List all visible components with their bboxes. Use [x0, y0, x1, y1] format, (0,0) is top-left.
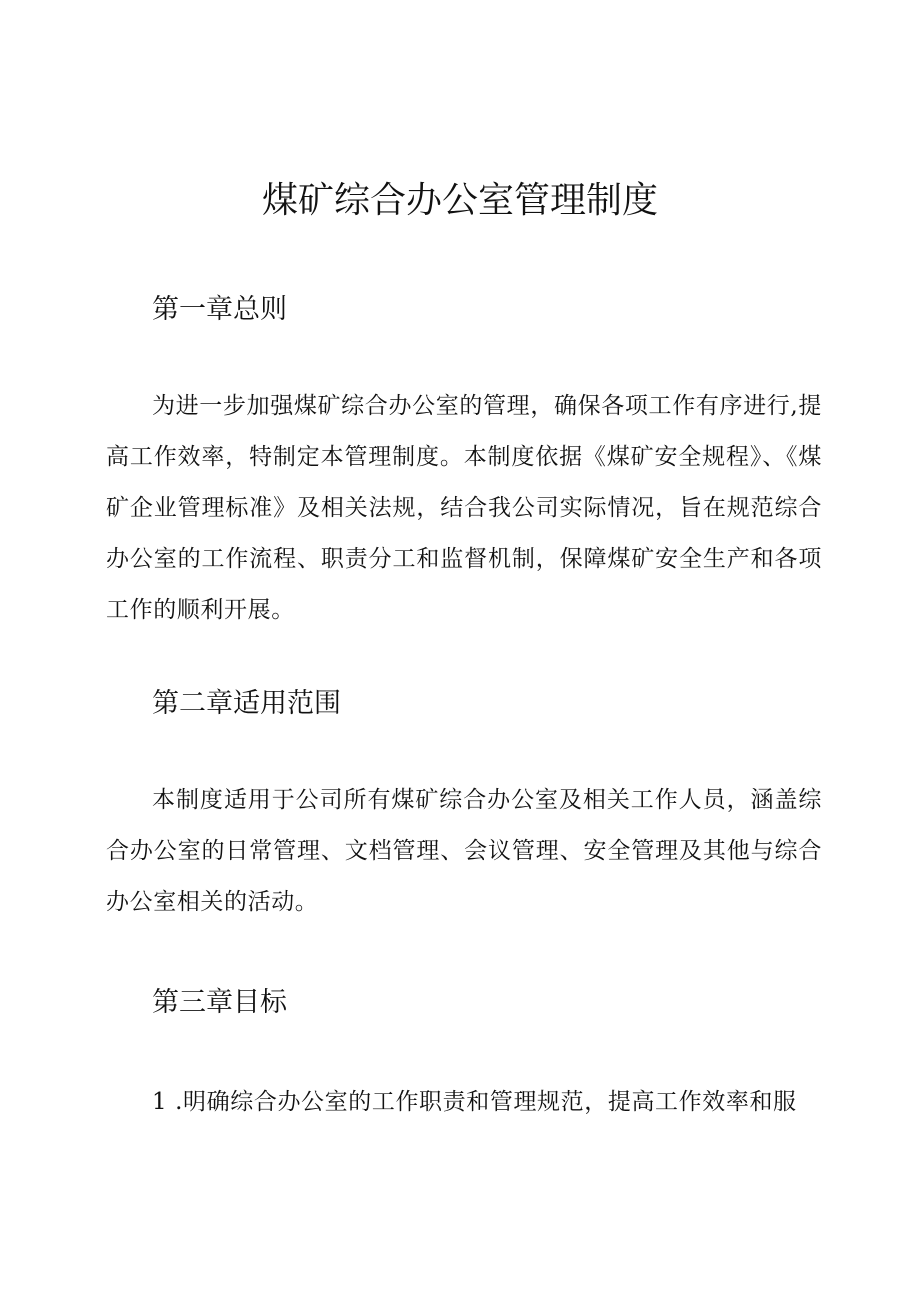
chapter-heading-general: 第一章总则 [152, 294, 287, 325]
chapter-heading-scope: 第二章适用范围 [152, 688, 341, 719]
chapter-body-scope: 本制度适用于公司所有煤矿综合办公室及相关工作人员，涵盖综合办公室的日常管理、文档管理、会议管理、安全管理及其他与综合办公室相关的活动。 [106, 787, 822, 915]
chapter-heading-objectives: 第三章目标 [152, 987, 287, 1018]
chapter-body-general: 为进一步加强煤矿综合办公室的管理，确保各项工作有序进行,提高工作效率，特制定本管理制度。本制度依据《煤矿安全规程》、《煤矿企业管理标准》及相关法规，结合我公司实际情况，旨在规范综合办公室的工作流程、职责分工和监督机制，保障煤矿安全生产和各项工作的顺利开展。 [106, 393, 822, 623]
document-title: 煤矿综合办公室管理制度 [261, 180, 658, 221]
chapter-body-objectives: 1 .明确综合办公室的工作职责和管理规范，提高工作效率和服 [152, 1089, 797, 1115]
